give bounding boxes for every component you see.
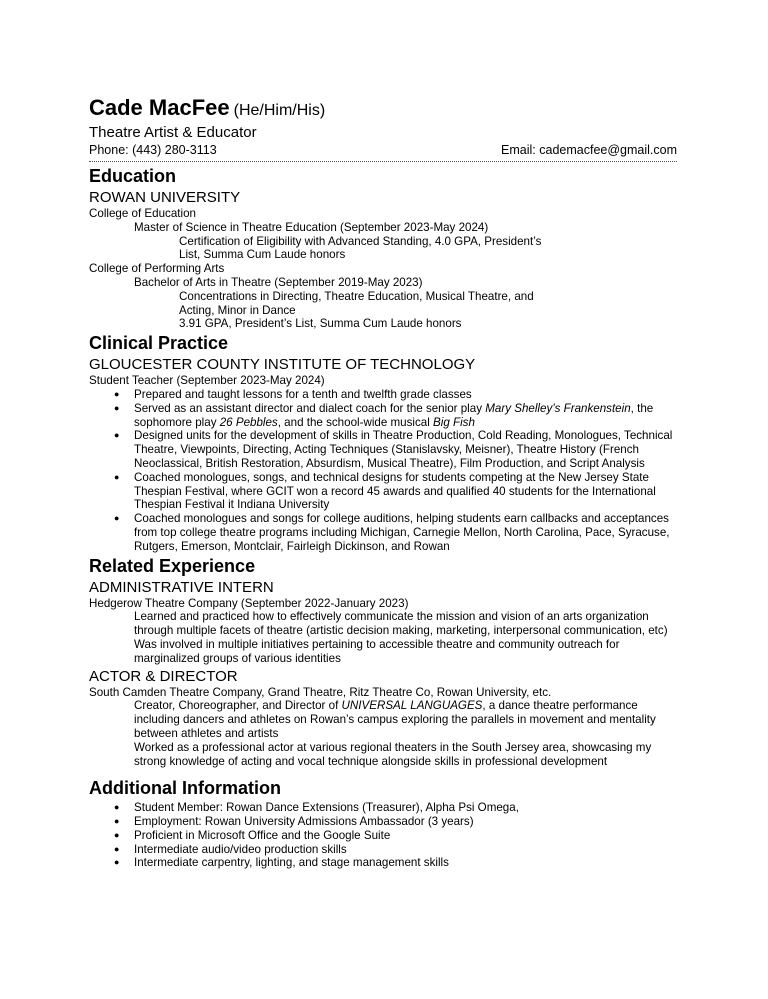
bullet-icon: ● bbox=[114, 471, 120, 482]
related-paragraph-1: Learned and practiced how to effectively communicate the mission and vision of an arts organization through multiple facets of theatre (artistic decision making, marketing, interpersonal communication, etc) bbox=[134, 610, 668, 638]
education-heading: Education bbox=[89, 166, 177, 186]
list-item: ● Coached monologues and songs for college auditions, helping students earn callbacks and acceptances from top college theatre programs including Michigan, Carnegie Mellon, North Carolina, Pace, Syracuse, Rutgers, Emerson, Montclair, Fairleigh Dickinson, and Rowan bbox=[114, 512, 670, 553]
related-org-1: Hedgerow Theatre Company (September 2022-January 2023) bbox=[89, 596, 409, 610]
bullet-icon: ● bbox=[114, 816, 120, 827]
header-divider bbox=[89, 161, 677, 162]
bullet-icon: ● bbox=[114, 388, 120, 399]
list-item: ● Employment: Rowan University Admissions Ambassador (3 years) bbox=[114, 815, 474, 829]
list-item: ● Prepared and taught lessons for a tenth and twelfth grade classes bbox=[114, 387, 472, 401]
related-role-1: ADMINISTRATIVE INTERN bbox=[89, 578, 274, 596]
related-paragraph-2: Was involved in multiple initiatives pertaining to accessible theatre and community outreach for marginalized groups of various identities bbox=[134, 637, 620, 665]
education-degree-1: Master of Science in Theatre Education (September 2023-May 2024) bbox=[134, 220, 489, 234]
bullet-icon: ● bbox=[114, 402, 120, 413]
list-item: ● Coached monologues, songs, and technical designs for students competing at the New Jersey State Thespian Festival, where GCIT won a record 45 awards and qualified 40 students for the International Thespian Festival it Indiana University bbox=[114, 470, 656, 512]
related-role-2: ACTOR & DIRECTOR bbox=[89, 667, 238, 685]
bullet-icon: ● bbox=[114, 802, 120, 813]
list-item: ● Student Member: Rowan Dance Extensions (Treasurer), Alpha Psi Omega, bbox=[114, 801, 519, 815]
candidate-tagline: Theatre Artist & Educator bbox=[89, 124, 257, 141]
phone-number: Phone: (443) 280-3113 bbox=[89, 143, 217, 157]
related-paragraph-3: Creator, Choreographer, and Director of UNIVERSAL LANGUAGES, a dance theatre performance including dancers and athletes on Rowan’s campus exploring the parallels in movement and mentality between athletes and artists bbox=[134, 699, 656, 740]
bullet-icon: ● bbox=[114, 843, 120, 854]
contact-line bbox=[89, 142, 677, 158]
clinical-heading: Clinical Practice bbox=[89, 333, 229, 354]
header-name-line bbox=[89, 93, 677, 123]
additional-heading: Additional Information bbox=[89, 778, 281, 799]
related-org-2: South Camden Theatre Company, Grand Theatre, Ritz Theatre Co, Rowan University, etc. bbox=[89, 685, 552, 699]
clinical-org: GLOUCESTER COUNTY INSTITUTE OF TECHNOLOGY bbox=[89, 356, 476, 374]
education-detail-2c: 3.91 GPA, President’s List, Summa Cum Laude honors bbox=[179, 317, 462, 331]
education-detail-2b: Acting, Minor in Dance bbox=[179, 303, 296, 317]
list-item: ● Intermediate audio/video production skills bbox=[114, 842, 347, 856]
education-detail-1a: Certification of Eligibility with Advanced Standing, 4.0 GPA, President’s bbox=[179, 234, 542, 248]
education-detail-2a: Concentrations in Directing, Theatre Education, Musical Theatre, and bbox=[179, 289, 534, 303]
related-heading: Related Experience bbox=[89, 555, 256, 576]
education-college-2: College of Performing Arts bbox=[89, 262, 225, 276]
resume-content bbox=[89, 93, 677, 870]
education-school: ROWAN UNIVERSITY bbox=[89, 189, 241, 206]
candidate-name: Cade MacFee bbox=[89, 95, 230, 120]
bullet-icon: ● bbox=[114, 829, 120, 840]
list-item: ● Designed units for the development of skills in Theatre Production, Cold Reading, Monologues, Technical Theatre, Viewpoints, Directing, Acting Techniques (Stanislavsky, Meisner), Theatre History (French Neoclassical, British Restoration, Absurdism, Musical Theatre), Film Production, and Script Analysis bbox=[114, 429, 673, 470]
candidate-pronouns: (He/Him/His) bbox=[233, 102, 326, 119]
clinical-role: Student Teacher (September 2023-May 2024) bbox=[89, 374, 325, 388]
bullet-icon: ● bbox=[114, 857, 120, 868]
bullet-icon: ● bbox=[114, 513, 120, 524]
bullet-icon: ● bbox=[114, 430, 120, 441]
additional-bullet-list bbox=[89, 801, 677, 870]
email-address: Email: cademacfee@gmail.com bbox=[501, 143, 677, 157]
list-item: ● Served as an assistant director and dialect coach for the senior play Mary Shelley’s Frankenstein, the sophomore play 26 Pebbles, and the school-wide musical Big Fish bbox=[114, 401, 654, 429]
section-spacer bbox=[89, 768, 677, 776]
list-item: ● Intermediate carpentry, lighting, and stage management skills bbox=[114, 856, 449, 870]
clinical-bullet-list bbox=[89, 388, 677, 554]
list-item: ● Proficient in Microsoft Office and the Google Suite bbox=[114, 828, 391, 842]
education-degree-2: Bachelor of Arts in Theatre (September 2019-May 2023) bbox=[134, 275, 423, 289]
education-detail-1b: List, Summa Cum Laude honors bbox=[179, 248, 346, 262]
education-college-1: College of Education bbox=[89, 207, 196, 220]
related-paragraph-4: Worked as a professional actor at various regional theaters in the South Jersey area, showcasing my strong knowledge of acting and vocal technique alongside skills in professional development bbox=[134, 740, 652, 768]
